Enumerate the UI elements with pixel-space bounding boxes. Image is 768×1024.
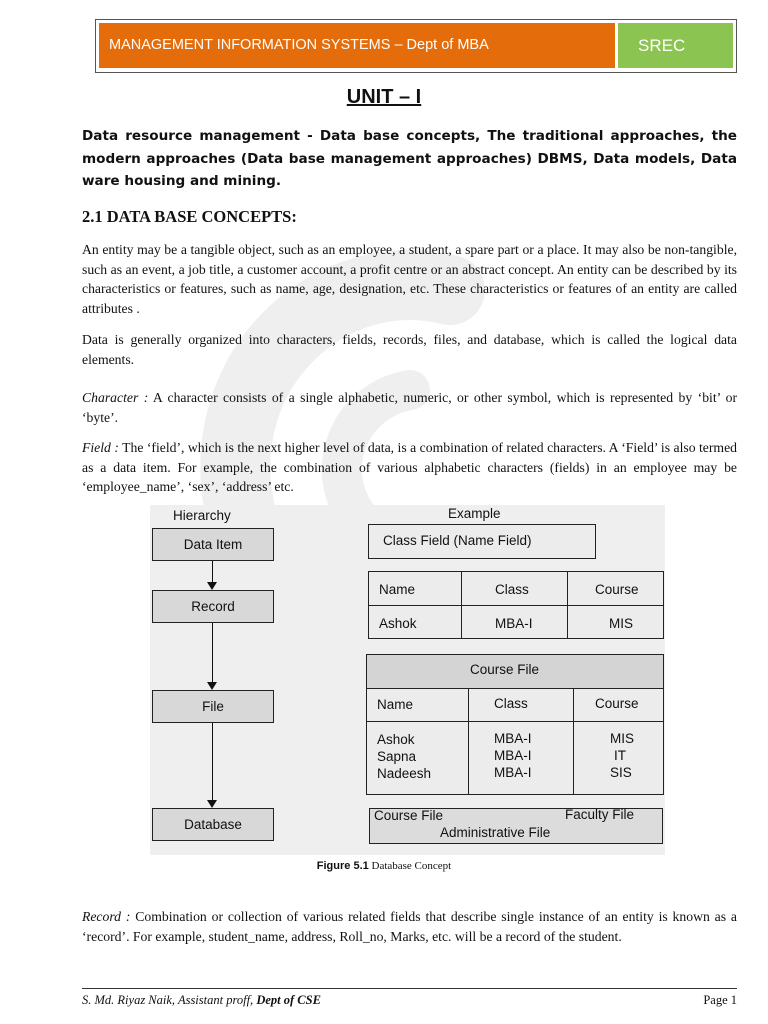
hierarchy-title: Hierarchy bbox=[173, 508, 231, 523]
footer-rule bbox=[82, 988, 737, 989]
course-file-course: SIS bbox=[610, 765, 632, 780]
paragraph-data-organization: Data is generally organized into characters, fields, records, files, and database, which is called the logical data elements. bbox=[82, 332, 737, 367]
paragraph-character bbox=[82, 388, 737, 427]
hierarchy-database: Database bbox=[152, 808, 274, 841]
course-file-class: MBA-I bbox=[494, 731, 532, 746]
record-header-class: Class bbox=[495, 582, 529, 597]
header-title: MANAGEMENT INFORMATION SYSTEMS – Dept of MBA bbox=[99, 23, 615, 68]
database-faculty-file: Faculty File bbox=[565, 807, 635, 822]
section-heading: 2.1 DATA BASE CONCEPTS: bbox=[82, 207, 297, 226]
record-table-divider bbox=[461, 571, 462, 639]
term-character: Character : bbox=[82, 390, 149, 405]
unit-title: UNIT – I bbox=[346, 86, 422, 108]
connector-line bbox=[212, 561, 213, 583]
footer-dept: Dept of CSE bbox=[256, 993, 321, 1007]
figure-caption-text: Database Concept bbox=[368, 860, 452, 872]
record-header-name: Name bbox=[379, 582, 416, 597]
course-file-divider bbox=[366, 721, 664, 722]
hierarchy-data-item: Data Item bbox=[152, 528, 274, 561]
course-file-divider bbox=[468, 688, 469, 795]
field-text: The ‘field’, which is the next higher level of data, is a combination of related characters. A ‘Field’ is also termed as a data item. For example, the combination of various alphabetic characters (fields) in an employee may be ‘employee_name’, ‘sex’, ‘address’ etc. bbox=[82, 440, 737, 495]
figure-label: Figure 5.1 bbox=[316, 860, 369, 872]
figure-caption bbox=[0, 860, 768, 872]
header-badge: SREC bbox=[618, 23, 733, 68]
record-cell-class: MBA-I bbox=[495, 616, 533, 631]
paragraph-record bbox=[82, 907, 737, 946]
term-field: Field : bbox=[82, 440, 119, 455]
arrow-down-icon bbox=[207, 682, 217, 690]
course-file-header-class: Class bbox=[494, 696, 528, 711]
page-number: Page 1 bbox=[703, 993, 737, 1007]
course-file-divider bbox=[573, 688, 574, 795]
connector-line bbox=[212, 723, 213, 801]
unit-intro: Data resource management - Data base concepts, The traditional approaches, the modern approaches (Data base management approaches) DBMS, Data models, Data ware housing and mining. bbox=[82, 128, 737, 189]
course-file-title: Course File bbox=[470, 662, 540, 677]
course-file-name: Nadeesh bbox=[377, 766, 432, 781]
arrow-down-icon bbox=[207, 800, 217, 808]
class-field-label: Class Field (Name Field) bbox=[383, 533, 532, 548]
database-administrative-file: Administrative File bbox=[440, 825, 551, 840]
record-table-divider bbox=[368, 605, 664, 606]
record-header-course: Course bbox=[595, 582, 639, 597]
character-text: A character consists of a single alphabetic, numeric, or other symbol, which is represented by ‘bit’ or ‘byte’. bbox=[82, 390, 738, 425]
course-file-header-name: Name bbox=[377, 697, 414, 712]
paragraph-field bbox=[82, 438, 737, 497]
paragraph-entity: An entity may be a tangible object, such as an employee, a student, a spare part or a place. It may also be non-tangible, such as an event, a job title, a customer account, a profit centre or an abstract concept. An entity can be described by its characteristics or features, such as name, age, designation, etc. These characteristics or features of an entity are called attributes . bbox=[82, 242, 737, 316]
hierarchy-record: Record bbox=[152, 590, 274, 623]
record-text: Combination or collection of various related fields that describe single instance of an entity is known as a ‘record’. For example, student_name, address, Roll_no, Marks, etc. will be a record of the student. bbox=[82, 909, 737, 944]
course-file-class: MBA-I bbox=[494, 748, 532, 763]
hierarchy-file: File bbox=[152, 690, 274, 723]
course-file-header-course: Course bbox=[595, 696, 639, 711]
course-file-course: MIS bbox=[610, 731, 635, 746]
course-file-course: IT bbox=[614, 748, 626, 763]
record-table-divider bbox=[567, 571, 568, 639]
course-file-name: Ashok bbox=[377, 732, 415, 747]
arrow-down-icon bbox=[207, 582, 217, 590]
footer-author bbox=[82, 993, 321, 1008]
course-file-name: Sapna bbox=[377, 749, 417, 764]
database-course-file: Course File bbox=[374, 808, 444, 823]
record-cell-course: MIS bbox=[609, 616, 634, 631]
example-title: Example bbox=[448, 506, 501, 521]
course-file-divider bbox=[366, 688, 664, 689]
connector-line bbox=[212, 623, 213, 683]
footer-author-name: S. Md. Riyaz Naik, Assistant proff, bbox=[82, 993, 257, 1007]
record-cell-name: Ashok bbox=[379, 616, 417, 631]
term-record: Record : bbox=[82, 909, 131, 924]
course-file-class: MBA-I bbox=[494, 765, 532, 780]
